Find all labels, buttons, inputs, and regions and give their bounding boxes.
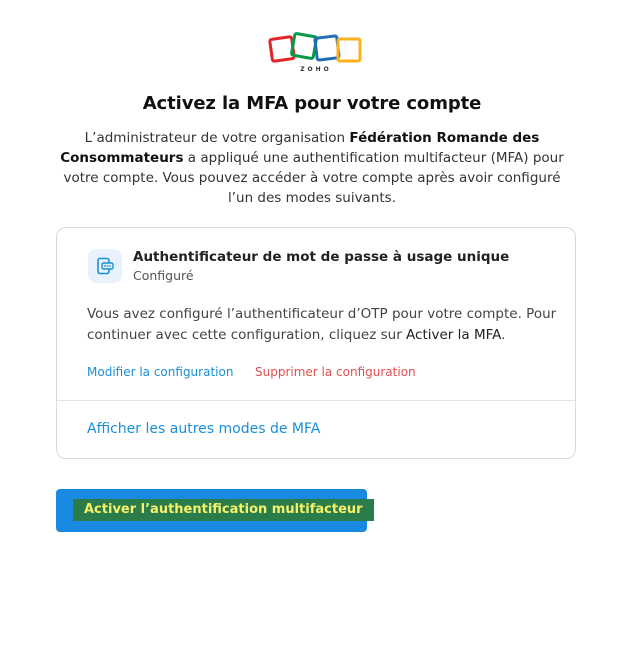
otp-authenticator-icon (88, 249, 122, 283)
method-text-start: Vous avez configuré l’authentificateur d’OTP pour votre compte. Pour continuer avec cette configuration, cliquez sur (87, 306, 557, 343)
method-status: Configuré (133, 268, 194, 283)
enable-mfa-button-label: Activer l’authentification multifacteur (73, 499, 374, 521)
method-text-end: . (501, 327, 506, 343)
mfa-method-card (56, 227, 576, 459)
organization-name: Fédération Romande des Consommateurs (60, 130, 540, 166)
enable-mfa-button[interactable] (56, 489, 367, 532)
page-title: Activez la MFA pour votre compte (142, 93, 482, 114)
zoho-wordmark: ZOHO (300, 66, 332, 73)
other-mfa-modes-link[interactable]: Afficher les autres modes de MFA (87, 421, 321, 437)
zoho-logo (268, 31, 364, 73)
method-description (87, 304, 557, 346)
method-text-action: Activer la MFA (406, 327, 502, 343)
page-description (52, 128, 572, 208)
delete-configuration-link[interactable]: Supprimer la configuration (255, 365, 416, 379)
desc-text-start: L’administrateur de votre organisation (84, 130, 350, 146)
method-title: Authentificateur de mot de passe à usage unique (133, 249, 510, 265)
edit-configuration-link[interactable]: Modifier la configuration (87, 365, 234, 379)
card-divider (57, 400, 575, 401)
desc-text-end: a appliqué une authentification multifacteur (MFA) pour votre compte. Vous pouvez accéder à votre compte après avoir configuré l’un des modes suivants. (63, 150, 564, 206)
